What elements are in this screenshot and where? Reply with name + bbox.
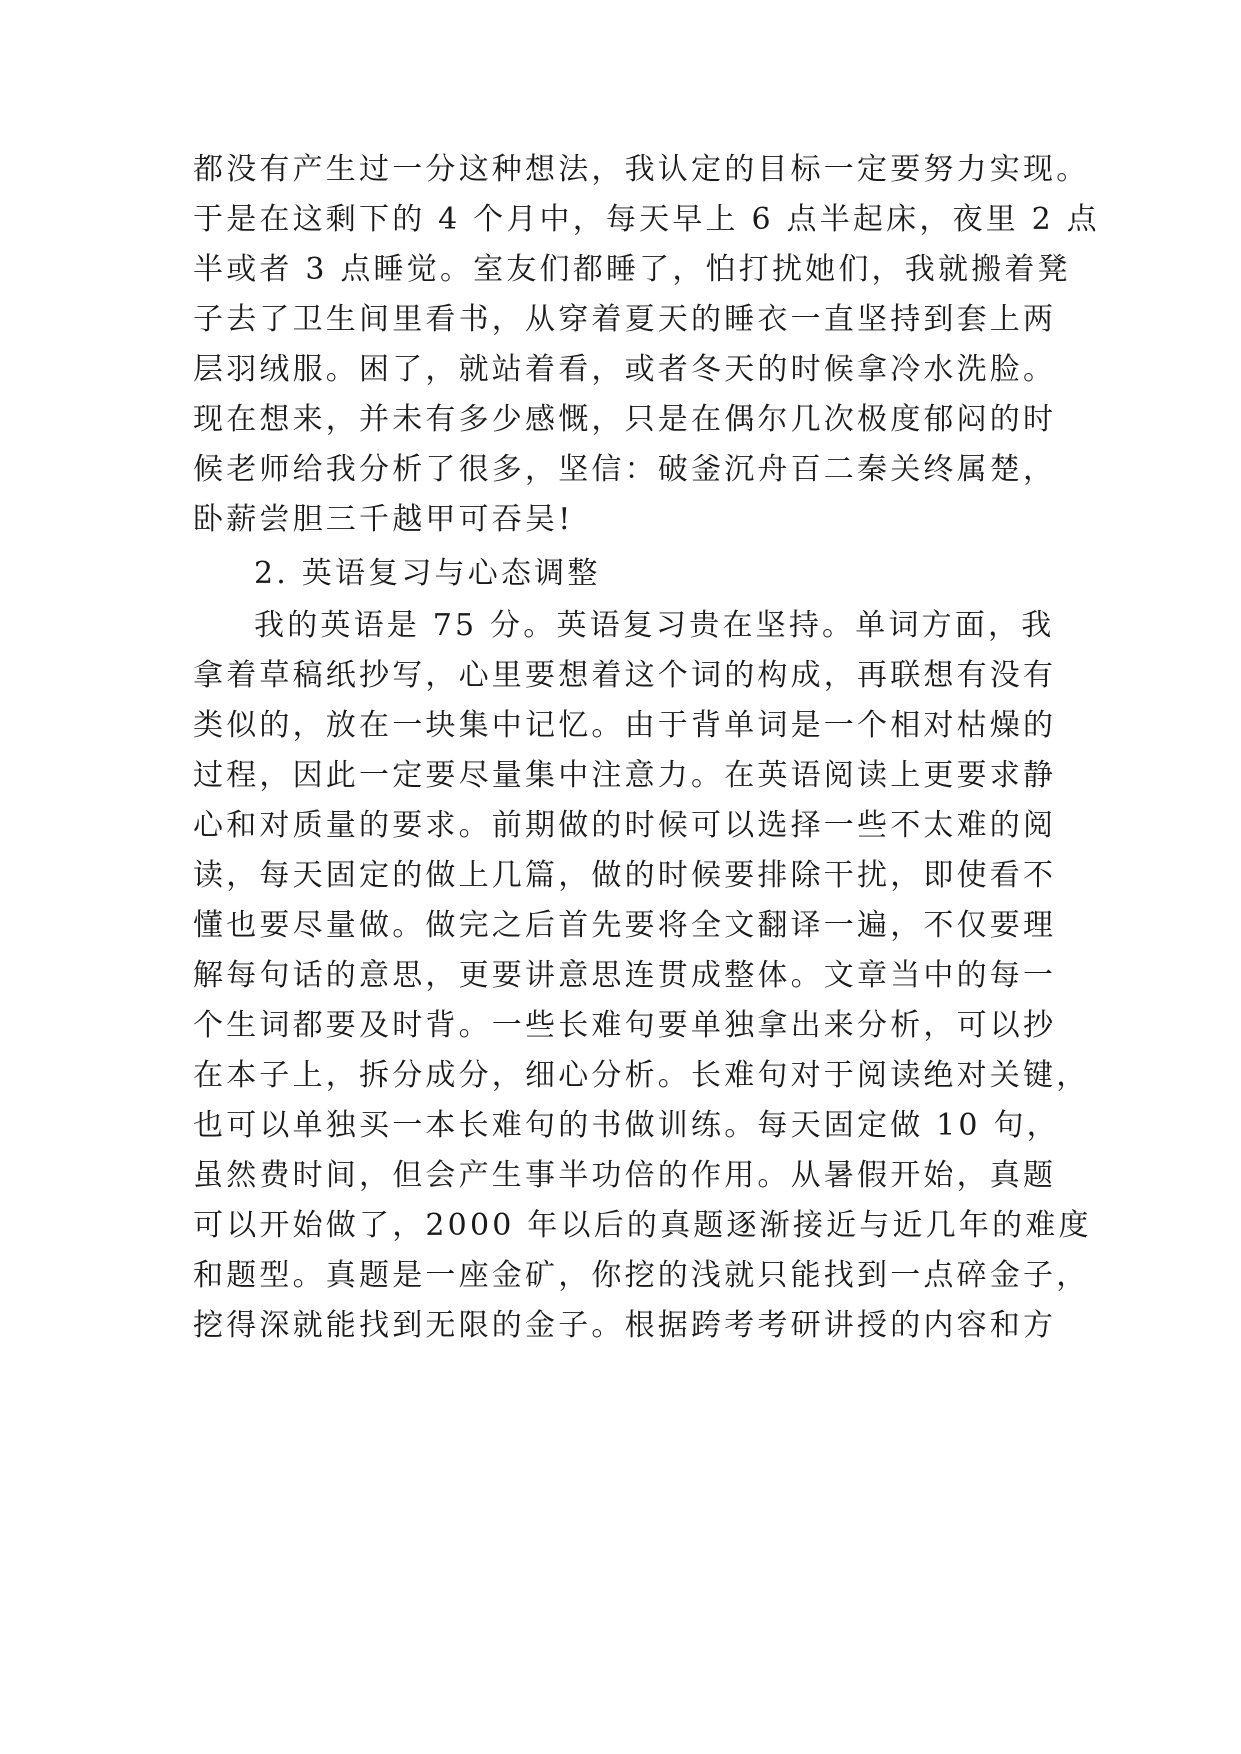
- paragraph-2-line-4: 过程，因此一定要尽量集中注意力。在英语阅读上更要求静: [193, 758, 1057, 793]
- paragraph-2-line-10: 在本子上，拆分成分，细心分析。长难句对于阅读绝对关键，: [193, 1058, 1090, 1093]
- section-heading: 2. 英语复习与心态调整: [254, 556, 601, 591]
- paragraph-1-line-2: 于是在这剩下的 4 个月中，每天早上 6 点半起床，夜里 2 点: [193, 202, 1100, 237]
- paragraph-1-line-4: 子去了卫生间里看书，从穿着夏天的睡衣一直坚持到套上两: [193, 302, 1057, 337]
- paragraph-2-line-15: 挖得深就能找到无限的金子。根据跨考考研讲授的内容和方: [193, 1308, 1057, 1343]
- paragraph-2-line-9: 个生词都要及时背。一些长难句要单独拿出来分析，可以抄: [193, 1008, 1057, 1043]
- paragraph-1-line-6: 现在想来，并未有多少感慨，只是在偶尔几次极度郁闷的时: [193, 402, 1057, 437]
- paragraph-2-line-7: 懂也要尽量做。做完之后首先要将全文翻译一遍，不仅要理: [193, 908, 1057, 943]
- paragraph-2-line-14: 和题型。真题是一座金矿，你挖的浅就只能找到一点碎金子，: [193, 1258, 1090, 1293]
- paragraph-1-line-8: 卧薪尝胆三千越甲可吞吴!: [193, 502, 574, 537]
- paragraph-2-line-6: 读，每天固定的做上几篇，做的时候要排除干扰，即使看不: [193, 858, 1057, 893]
- paragraph-1-line-3: 半或者 3 点睡觉。室友们都睡了，怕打扰她们，我就搬着凳: [193, 252, 1071, 287]
- paragraph-1-line-7: 候老师给我分析了很多，坚信：破釜沉舟百二秦关终属楚，: [193, 452, 1057, 487]
- paragraph-2-line-1: 我的英语是 75 分。英语复习贵在坚持。单词方面，我: [254, 608, 1055, 643]
- paragraph-2-line-13: 可以开始做了，2000 年以后的真题逐渐接近与近几年的难度: [193, 1208, 1092, 1243]
- paragraph-1-line-5: 层羽绒服。困了，就站着看，或者冬天的时候拿冷水洗脸。: [193, 352, 1057, 387]
- paragraph-1-line-1: 都没有产生过一分这种想法，我认定的目标一定要努力实现。: [193, 152, 1090, 187]
- paragraph-2-line-5: 心和对质量的要求。前期做的时候可以选择一些不太难的阅: [193, 808, 1057, 843]
- paragraph-2-line-2: 拿着草稿纸抄写，心里要想着这个词的构成，再联想有没有: [193, 658, 1057, 693]
- paragraph-2-line-11: 也可以单独买一本长难句的书做训练。每天固定做 10 句，: [193, 1108, 1060, 1143]
- paragraph-2-line-12: 虽然费时间，但会产生事半功倍的作用。从暑假开始，真题: [193, 1158, 1057, 1193]
- paragraph-2-line-3: 类似的，放在一块集中记忆。由于背单词是一个相对枯燥的: [193, 708, 1057, 743]
- paragraph-2-line-8: 解每句话的意思，更要讲意思连贯成整体。文章当中的每一: [193, 958, 1057, 993]
